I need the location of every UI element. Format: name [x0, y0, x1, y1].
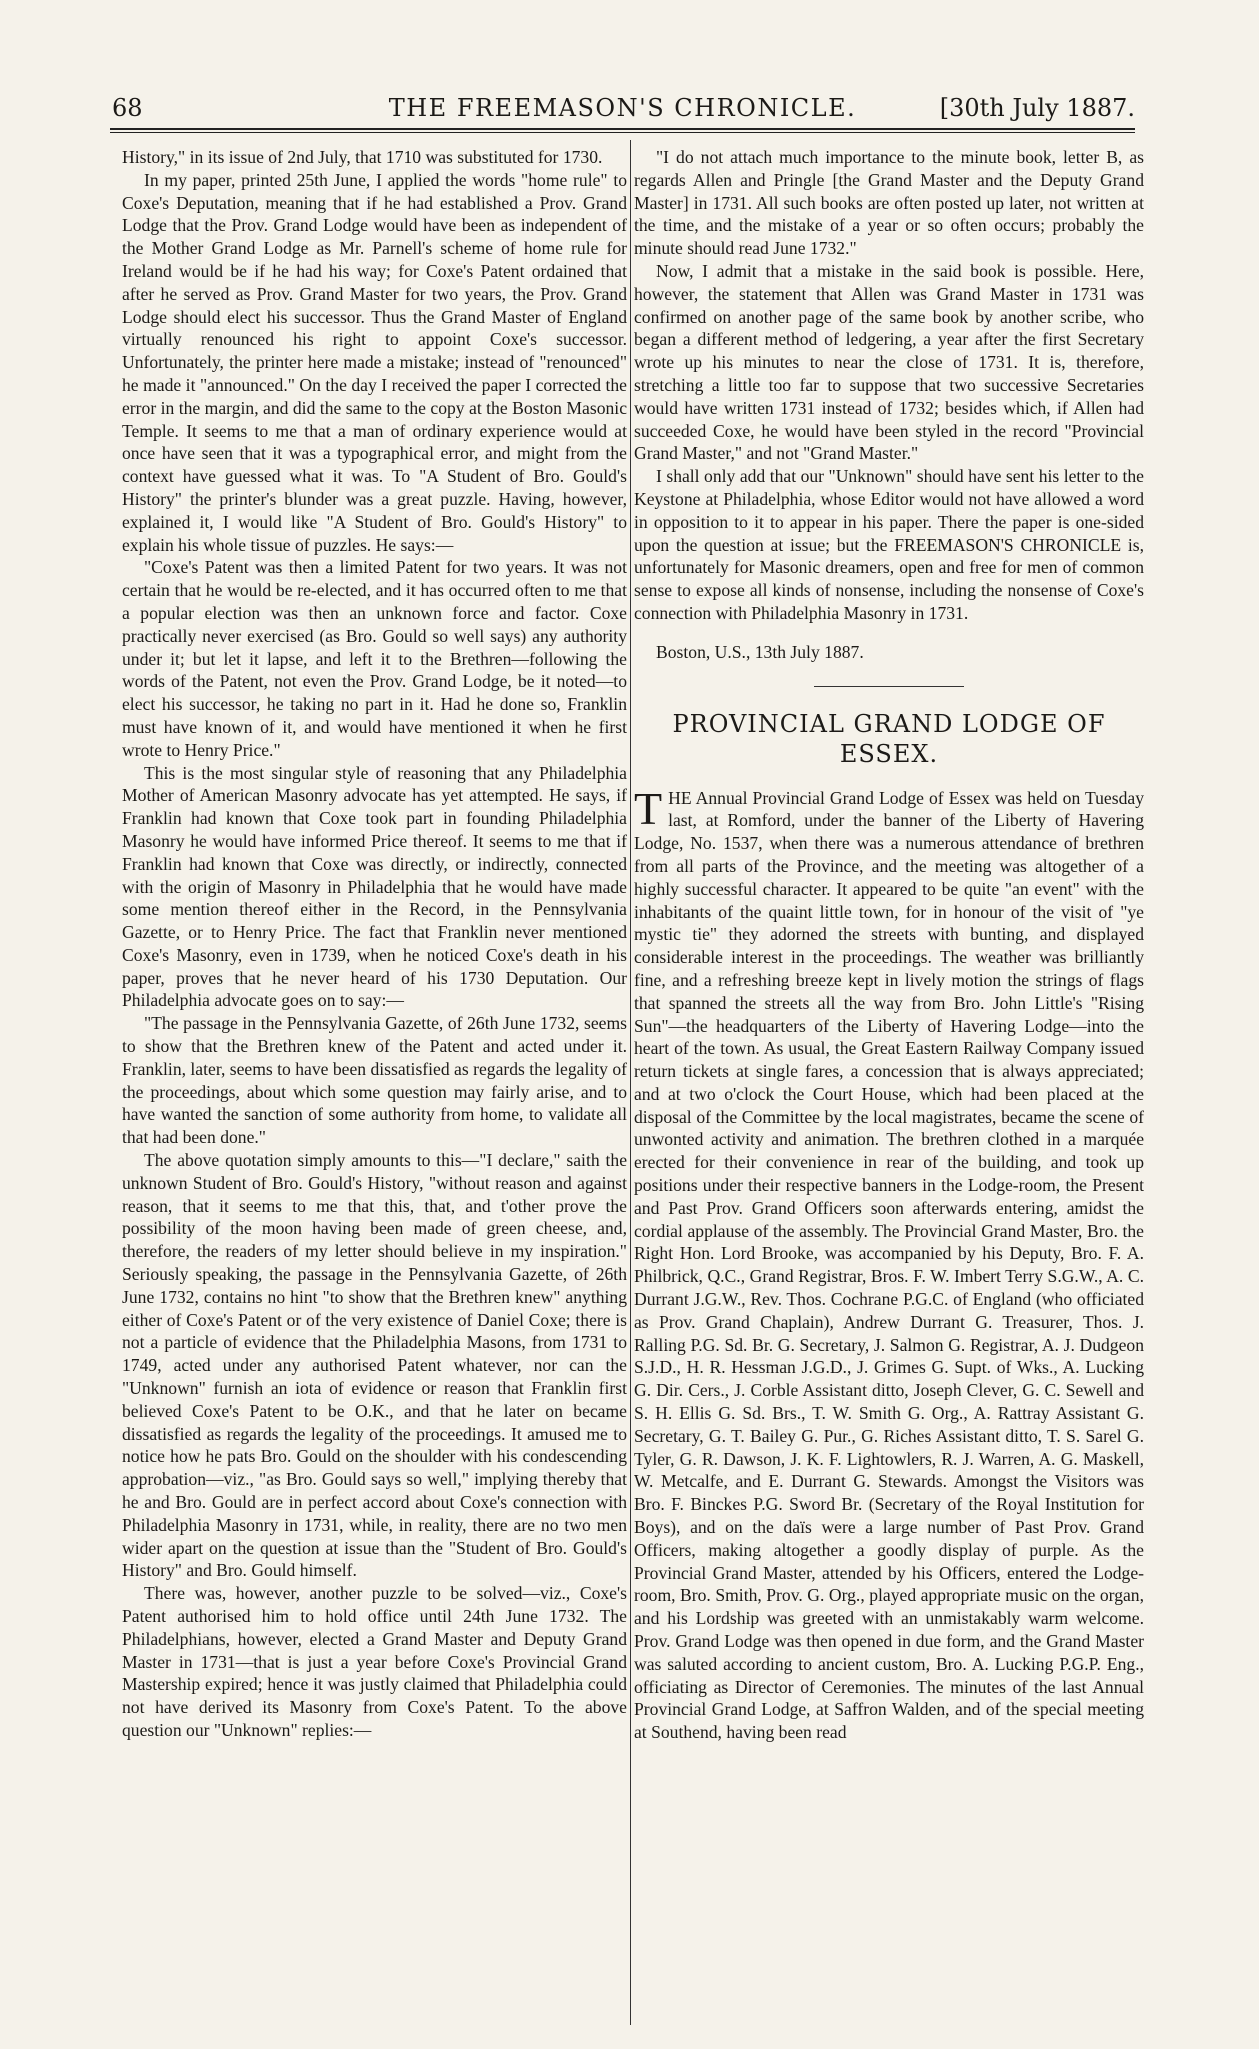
column-divider — [630, 140, 631, 2025]
paragraph: Now, I admit that a mistake in the said book is possible. Here, however, the statement that Allen was Grand Master in 1731 was confirmed on another page of the same book by another scribe, who began a different method of ledgering, a year after the first Secretary wrote up his minutes to near the close of 1731. It is, therefore, stretching a little too far to suppose that two successive Secretaries would have written 1731 instead of 1732; besides which, if Allen had succeeded Coxe, he would have been styled in the record "Provincial Grand Master," and not "Grand Master." — [634, 260, 1144, 464]
article-text: HE Annual Provincial Grand Lodge of Essex was held on Tuesday last, at Romford, under the banner of the Liberty of Havering Lodge, No. 1537, when there was a numerous attendance of brethren from all parts of the Province, and the meeting was altogether of a highly successful character. It appeared to be quite "an event" with the inhabitants of the quaint little town, for in honour of the visit of "ye mystic tie" they adorned the streets with bunting, and displayed considerable interest in the proceedings. The weather was brilliantly fine, and a refreshing breeze kept in lively motion the strings of flags that spanned the streets all the way from Bro. John Little's "Rising Sun"—the headquarters of the Liberty of Havering Lodge—into the heart of the town. As usual, the Great Eastern Railway Company issued return tickets at single fares, a concession that is always appreciated; and at two o'clock the Court House, which had been placed at the disposal of the Committee by the local magistrates, became the scene of unwonted activity and animation. The brethren clothed in a marquée erected for their convenience in rear of the building, and took up positions under their respective banners in the Lodge-room, the Present and Past Prov. Grand Officers soon afterwards entering, amidst the cordial applause of the assembly. The Provincial Grand Master, Bro. the Right Hon. Lord Brooke, was accompanied by his Deputy, Bro. F. A. Philbrick, Q.C., Grand Registrar, Bros. F. W. Imbert Terry S.G.W., A. C. Durrant J.G.W., Rev. Thos. Cochrane P.G.C. of England (who officiated as Prov. Grand Chaplain), Andrew Durrant G. Treasurer, Thos. J. Ralling P.G. Sd. Br. G. Secretary, J. Salmon G. Registrar, A. J. Dudgeon S.J.D., H. R. Hessman J.G.D., J. Grimes G. Supt. of Wks., A. Lucking G. Dir. Cers., J. Corble Assistant ditto, Joseph Clever, G. C. Sewell and S. H. Ellis G. Sd. Brs., T. W. Smith G. Org., A. Rattray Assistant G. Secretary, G. T. Bailey G. Pur., G. Riches Assistant ditto, T. S. Sarel G. Tyler, G. R. Dawson, J. K. F. Lightowlers, R. J. Warren, A. G. Maskell, W. Metcalfe, and E. Durrant G. Stewards. Amongst the Visitors was Bro. F. Binckes P.G. Sword Br. (Secretary of the Royal Institution for Boys), and on the daïs were a large number of Past Prov. Grand Officers, making altogether a goodly display of purple. As the Provincial Grand Master, attended by his Officers, entered the Lodge-room, Bro. Smith, Prov. G. Org., played appropriate music on the organ, and his Lordship was greeted with an unmistakably warm welcome. Prov. Grand Lodge was then opened in due form, and the Grand Master was saluted according to ancient custom, Bro. A. Lucking P.G.P. Eng., officiating as Director of Ceremonies. The minutes of the last Annual Provincial Grand Lodge, at Saffron Walden, and of the special meeting at Southend, having been read — [634, 787, 1144, 1743]
page-number: 68 — [112, 94, 143, 122]
paragraph: In my paper, printed 25th June, I applied the words "home rule" to Coxe's Deputation, meaning that if he had established a Prov. Grand Lodge that the Prov. Grand Lodge would have been as independent of the Mother Grand Lodge as Mr. Parnell's scheme of home rule for Ireland would be if he had his way; for Coxe's Patent ordained that after he served as Prov. Grand Master for two years, the Prov. Grand Lodge should elect his successor. Thus the Grand Master of England virtually renounced his right to appoint Coxe's successor. Unfortunately, the printer here made a mistake; instead of "renounced" he made it "announced." On the day I received the paper I corrected the error in the margin, and did the same to the copy at the Boston Masonic Temple. It seems to me that a man of ordinary experience would at once have seen that it was a typographical error, and might from the context have guessed what it was. To "A Student of Bro. Gould's History" the printer's blunder was a great puzzle. Having, however, explained it, I would like "A Student of Bro. Gould's History" to explain his whole tissue of puzzles. He says:— — [122, 169, 627, 555]
left-column — [122, 146, 627, 1742]
paragraph: This is the most singular style of reasoning that any Philadelphia Mother of American Masonry advocate has yet attempted. He says, if Franklin had known that Coxe took part in founding Philadelphia Masonry he would have informed Price thereof. It seems to me that if Franklin had known that Coxe was directly, or indirectly, connected with the origin of Masonry in Philadelphia that he would have made some mention thereof either in the Record, in the Pennsylvania Gazette, or to Henry Price. The fact that Franklin never mentioned Coxe's Masonry, even in 1739, when he noticed Coxe's death in his paper, proves that he never heard of his 1730 Deputation. Our Philadelphia advocate goes on to say:— — [122, 762, 627, 1011]
paragraph: The above quotation simply amounts to this—"I declare," saith the unknown Student of Bro. Gould's History, "without reason and against reason, that it seems to me that this, that, and t'other prove the possibility of the moon having been made of green cheese, and, therefore, the readers of my letter should believe in my inspiration." Seriously speaking, the passage in the Pennsylvania Gazette, of 26th June 1732, contains no hint "to show that the Brethren knew" anything either of Coxe's Patent or of the very existence of Daniel Coxe; there is not a particle of evidence that the Philadelphia Masons, from 1731 to 1749, acted under any authorised Patent whatever, nor can the "Unknown" furnish an iota of evidence or reason that Franklin first believed Coxe's Patent to be O.K., and that he later on became dissatisfied as regards the legality of the proceedings. It amused me to notice how he pats Bro. Gould on the shoulder with his condescending approbation—viz., "as Bro. Gould says so well," implying thereby that he and Bro. Gould are in perfect accord about Coxe's connection with Philadelphia Masonry in 1731, while, in reality, there are no two men wider apart on the question at issue than the "Student of Bro. Gould's History" and Bro. Gould himself. — [122, 1150, 627, 1581]
publication-title: THE FREEMASON'S CHRONICLE. — [388, 94, 857, 122]
drop-cap: T — [634, 782, 663, 834]
header-rule-thin — [110, 132, 1135, 133]
article-body — [634, 782, 1144, 1744]
right-column — [634, 146, 1144, 1744]
header-rule — [110, 128, 1135, 130]
article-heading-line: ESSEX. — [839, 739, 939, 768]
section-separator — [814, 686, 964, 687]
quoted-paragraph: "I do not attach much importance to the minute book, letter B, as regards Allen and Pringle [the Grand Master and the Deputy Grand Master] in 1731. All such books are often posted up later, not written at the time, and the mistake of a year or so often occurs; probably the minute should read June 1732." — [634, 147, 1144, 259]
issue-date: [30th July 1887. — [939, 94, 1135, 122]
paragraph: History," in its issue of 2nd July, that 1710 was substituted for 1730. — [122, 147, 603, 167]
page-header — [110, 88, 1135, 128]
article-heading — [634, 709, 1144, 769]
letter-signature: Boston, U.S., 13th July 1887. — [656, 641, 864, 662]
article-heading-line: PROVINCIAL GRAND LODGE OF — [672, 709, 1106, 738]
quoted-paragraph: "Coxe's Patent was then a limited Patent for two years. It was not certain that he would be re-elected, and it has occurred often to me that a popular election was then an unknown force and factor. Coxe practically never exercised (as Bro. Gould so well says) any authority under it; but let it lapse, and left it to the Brethren—following the words of the Patent, not even the Prov. Grand Lodge, be it noted—to elect his successor, he taking no part in it. Had he done so, Franklin must have known of it, and would have mentioned it when he first wrote to Henry Price." — [122, 557, 627, 760]
paragraph: I shall only add that our "Unknown" should have sent his letter to the Keystone at Philadelphia, whose Editor would not have allowed a word in opposition to it to appear in his paper. There the paper is one-sided upon the question at issue; but the FREEMASON'S CHRONICLE is, unfortunately for Masonic dreamers, open and free for men of common sense to expose all kinds of nonsense, including the nonsense of Coxe's connection with Philadelphia Masonry in 1731. — [634, 466, 1144, 623]
paragraph: There was, however, another puzzle to be solved—viz., Coxe's Patent authorised him to hold office until 24th June 1732. The Philadelphians, however, elected a Grand Master and Deputy Grand Master in 1731—that is just a year before Coxe's Provincial Grand Mastership expired; hence it was justly claimed that Philadelphia could not have derived its Masonry from Coxe's Patent. To the above question our "Unknown" replies:— — [122, 1583, 627, 1740]
quoted-paragraph: "The passage in the Pennsylvania Gazette, of 26th June 1732, seems to show that the Brethren knew of the Patent and acted under it. Franklin, later, seems to have been dissatisfied as regards the legality of the proceedings, about which some question may fairly arise, and to have wanted the sanction of some authority from home, to validate all that had been done." — [122, 1013, 627, 1148]
